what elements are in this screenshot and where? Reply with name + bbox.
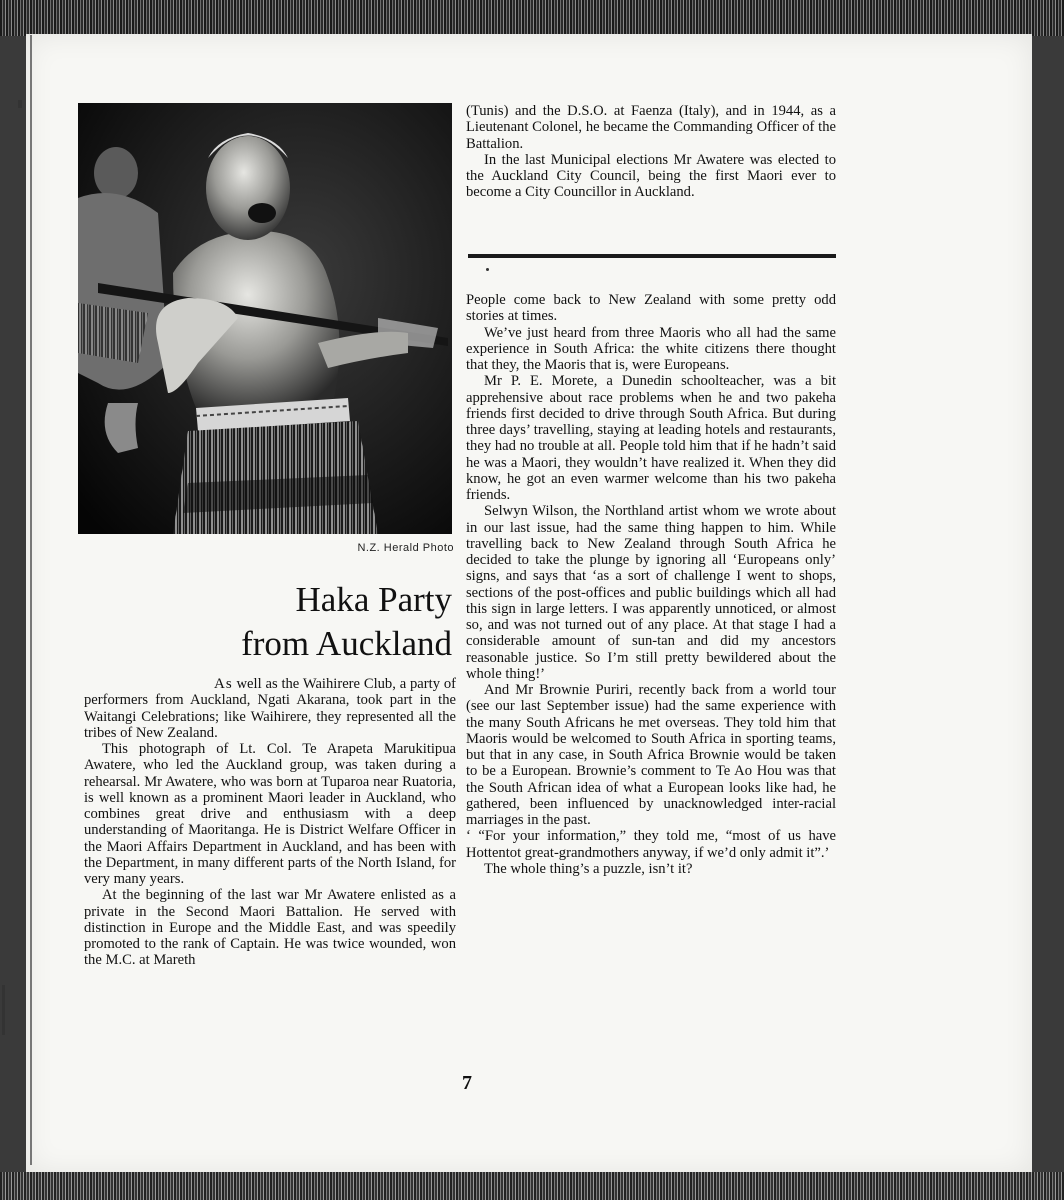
- paragraph: Mr P. E. Morete, a Dunedin schoolteacher, was a bit apprehensive about race problems when he and two pakeha friends first decided to drive through South Africa. But during three days’ travelling, staying at leading hotels and restaurants, they had no trouble at all. People told him that if he hadn’t said he was a Maori, they wouldn’t have realized it. When they did know, he got an even warmer welcome than his two pakeha friends.: [466, 373, 836, 503]
- page-number: 7: [462, 1072, 472, 1094]
- paragraph: [84, 676, 456, 741]
- headline-line-2: from Auckland: [241, 624, 452, 663]
- lead-word: As: [214, 676, 233, 692]
- paragraph: We’ve just heard from three Maoris who all had the same experience in South Africa: the white citizens there thought that they, the Maoris that is, were Europeans.: [466, 324, 836, 373]
- paragraph: (Tunis) and the D.S.O. at Faenza (Italy), and in 1944, as a Lieutenant Colonel, he became the Commanding Officer of the Battalion.: [466, 103, 836, 152]
- paragraph: People come back to New Zealand with some pretty odd stories at times.: [466, 292, 836, 325]
- paragraph: Selwyn Wilson, the Northland artist whom we wrote about in our last issue, had the same thing happen to him. While travelling back to New Zealand through South Africa he decided to take the plunge by ignoring all ‘Europeans only’ signs, and says that ‘as a sort of challenge I went to shops, sections of the post-offices and public buildings which all had this sign in large letters. I was apparently unnoticed, or almost so, and was not turned out of any place. At that stage I had a considerable amount of sun-tan and did my ancestors reasonable justice. So I’m still pretty bewildered about the whole thing!’: [466, 503, 836, 682]
- paragraph: The whole thing’s a puzzle, isn’t it?: [484, 860, 693, 877]
- haka-performer-illustration: [78, 103, 452, 534]
- section-divider: [468, 254, 836, 258]
- divider-dot: [486, 268, 489, 271]
- scan-border-bottom: [0, 1172, 1064, 1200]
- margin-mark: [2, 985, 5, 1035]
- haka-photo: [78, 103, 452, 534]
- left-column: [84, 676, 456, 969]
- paragraph-text: well as the Waihirere Club, a party of performers from Auckland, Ngati Akarana, took part in the Waitangi Celebrations; like Waihirere, they represented all the tribes of New Zealand.: [84, 676, 456, 741]
- page-edge-line: [30, 35, 32, 1165]
- scan-border-top: [0, 0, 1064, 36]
- paragraph: At the beginning of the last war Mr Awatere enlisted as a private in the Second Maori Battalion. He served with distinction in Europe and the Middle East, and was speedily promoted to the rank of Captain. He was twice wounded, won the M.C. at Mareth: [84, 887, 456, 969]
- paragraph: This photograph of Lt. Col. Te Arapeta Marukitipua Awatere, who led the Auckland group, was taken during a rehearsal. Mr Awatere, who was born at Tuparoa near Ruatoria, is well known as a prominent Maori leader in Auckland, who combines great drive and enthusiasm with a deep understanding of Maoritanga. He is District Welfare Officer in the Maori Affairs Department in Auckland, and has been with the Department, in many different parts of the North Island, for very many years.: [84, 741, 456, 887]
- paragraph: ‘ “For your information,” they told me, “most of us have Hottentot great-grandmothers anyway, if we’d only admit it”.’: [466, 828, 836, 861]
- headline-line-1: Haka Party: [295, 580, 452, 619]
- right-column: [466, 292, 836, 877]
- article-headline: [196, 578, 452, 666]
- paragraph: In the last Municipal elections Mr Awatere was elected to the Auckland City Council, being the first Maori ever to become a City Councillor in Auckland.: [466, 151, 836, 201]
- photo-credit: N.Z. Herald Photo: [357, 542, 454, 554]
- right-column-top: [466, 103, 836, 201]
- margin-mark: [18, 100, 22, 108]
- paragraph: And Mr Brownie Puriri, recently back from a world tour (see our last September issue) had the same experience with the many South Africans he met overseas. They told him that Maoris would be welcomed to South Africa in sporting teams, but that in any case, in South Africa Brownie would be taken to be a European. Brownie’s comment to Te Ao Hou was that the South African idea of what a European looks like had, he gathered, been influenced by unacknowledged inter-racial marriages in the past.: [466, 682, 836, 828]
